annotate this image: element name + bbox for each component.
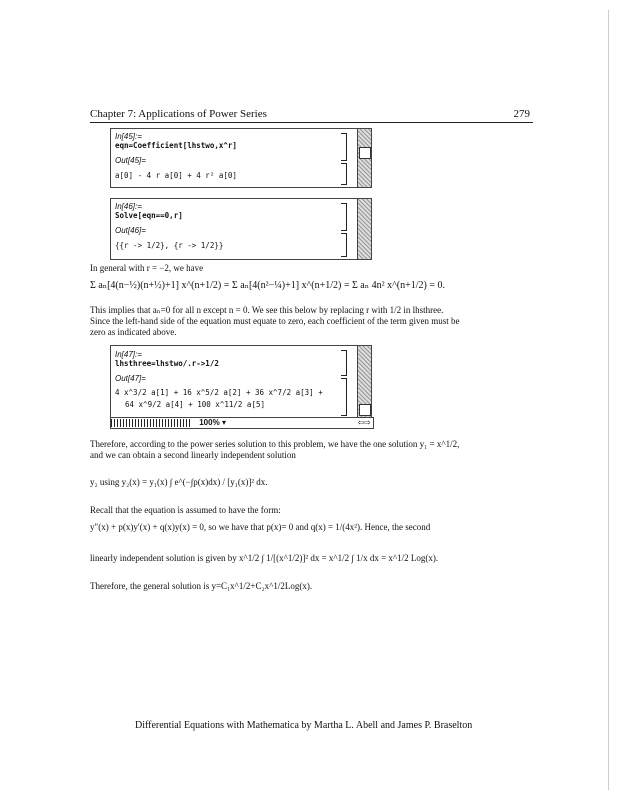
scroll-thumb[interactable] (359, 404, 371, 416)
out-label: Out[45]= (115, 156, 146, 165)
cell-bracket[interactable] (341, 203, 347, 231)
y2-formula: y₂ using y₂(x) = y₁(x) ∫ e^(−∫p(x)dx) / [y₁(x)]² dx. (90, 477, 268, 487)
input-code[interactable]: eqn=Coefficient[lhstwo,x^r] (115, 141, 237, 150)
cell-bracket[interactable] (341, 133, 347, 161)
form-equation: y″(x) + p(x)y′(x) + q(x)y(x) = 0, so we have that p(x)= 0 and q(x) = 1/(4x²). Hence, the second (90, 522, 431, 532)
input-code[interactable]: lhsthree=lhstwo/.r->1/2 (115, 359, 219, 368)
general-solution: Therefore, the general solution is y=C₁x^1/2+C₂x^1/2Log(x). (90, 581, 313, 591)
zoom-dropdown-icon[interactable]: ▾ (221, 418, 226, 427)
vertical-scrollbar[interactable] (357, 129, 371, 187)
scroll-arrows-icon[interactable]: ⇦⇨ (357, 418, 371, 427)
text-therefore-2: and we can obtain a second linearly independent solution (90, 450, 296, 460)
text-implies: This implies that aₙ=0 for all n except n = 0. We see this below by replacing r with 1/2 in lhsthree. (90, 305, 444, 315)
notebook-cell-47[interactable] (110, 345, 372, 419)
zoom-level[interactable]: 100% (199, 418, 220, 427)
page-number: 279 (513, 108, 530, 120)
notebook-cell-46[interactable] (110, 198, 372, 260)
status-bar (110, 417, 374, 429)
input-code[interactable]: Solve[eqn==0,r] (115, 211, 183, 220)
text-therefore-1: Therefore, according to the power series solution to this problem, we have the one solution y₁ = x^1/2, (90, 439, 460, 449)
text-since: Since the left-hand side of the equation must equate to zero, each coefficient of the term given must be (90, 316, 460, 326)
header-rule (90, 122, 533, 123)
output-line-2: 64 x^9/2 a[4] + 100 x^11/2 a[5] (125, 400, 265, 409)
linearly-independent: linearly independent solution is given by x^1/2 ∫ 1/[(x^1/2)]² dx = x^1/2 ∫ 1/x dx = x^1/2 Log(x). (90, 553, 439, 563)
page-footer: Differential Equations with Mathematica by Martha L. Abell and James P. Braselton (135, 720, 473, 731)
output-expression: {{r -> 1/2}, {r -> 1/2}} (115, 241, 224, 250)
cell-bracket[interactable] (341, 163, 347, 185)
scroll-thumb[interactable] (359, 147, 371, 159)
out-label: Out[46]= (115, 226, 146, 235)
chapter-title: Chapter 7: Applications of Power Series (90, 108, 267, 120)
cell-bracket[interactable] (341, 350, 347, 376)
vertical-scrollbar[interactable] (357, 346, 371, 418)
in-label: In[47]:= (115, 350, 142, 359)
running-header (90, 108, 530, 120)
in-label: In[45]:= (115, 132, 142, 141)
text-general: In general with r = −2, we have (90, 263, 204, 273)
page-edge (608, 10, 609, 790)
output-line-1: 4 x^3/2 a[1] + 16 x^5/2 a[2] + 36 x^7/2 a[3] + (115, 388, 323, 397)
in-label: In[46]:= (115, 202, 142, 211)
notebook-cell-45[interactable] (110, 128, 372, 188)
text-zero: zero as indicated above. (90, 327, 177, 337)
output-expression: a[0] - 4 r a[0] + 4 r² a[0] (115, 171, 237, 180)
status-pattern (111, 419, 191, 427)
vertical-scrollbar[interactable] (357, 199, 371, 259)
series-equation: Σ aₙ[4(n−½)(n+½)+1] x^(n+1/2) = Σ aₙ[4(n²−¼)+1] x^(n+1/2) = Σ aₙ 4n² x^(n+1/2) = 0. (90, 280, 445, 291)
cell-bracket[interactable] (341, 233, 347, 257)
out-label: Out[47]= (115, 374, 146, 383)
cell-bracket[interactable] (341, 378, 347, 416)
text-recall: Recall that the equation is assumed to have the form: (90, 505, 281, 515)
